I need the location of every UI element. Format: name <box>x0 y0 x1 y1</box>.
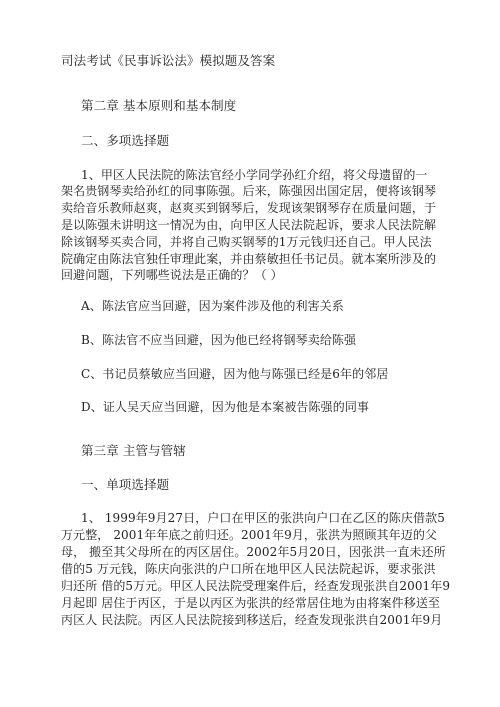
paragraph-line: 是以陈强未讲明这一情况为由，向甲区人民法院起诉，要求人民法院解 <box>61 218 437 232</box>
paragraph-line: 母， 搬至其父母所在的丙区居住。2002年5月20日，因张洪一直未还所 <box>61 545 446 559</box>
document-title: 司法考试《民事诉讼法》模拟题及答案 <box>61 53 276 68</box>
option-c: C、书记员蔡敏应当回避，因为他与陈强已经是6年的邻居 <box>81 367 389 381</box>
paragraph-line: 归还所 借的5万元。甲区人民法院受理案件后，经查发现张洪自2001年9 <box>61 579 451 593</box>
paragraph-line: 万元整， 2001年年底之前归还。2001年9月，张洪为照顾其年迈的父 <box>61 528 438 542</box>
option-d: D、证人吴天应当回避，因为他是本案被告陈强的同事 <box>81 400 370 414</box>
paragraph-line: 回避问题，下列哪些说法是正确的？（ ） <box>61 268 283 282</box>
option-b: B、陈法官不应当回避，因为他已经将钢琴卖给陈强 <box>81 333 357 347</box>
paragraph-line: 院确定由陈法官独任审理此案，并由蔡敏担任书记员。就本案所涉及的 <box>61 252 437 266</box>
paragraph-line: 借的5 万元钱，陈庆向张洪的户口所在地甲区人民法院起诉，要求张洪 <box>61 562 436 576</box>
paragraph-line: 卖给音乐教师赵爽，赵爽买到钢琴后，发现该架钢琴存在质量问题，于 <box>61 201 437 215</box>
chapter-3-title: 第三章 主管与管辖 <box>81 443 186 458</box>
paragraph-line: 架名贵钢琴卖给孙红的同事陈强。后来，陈强因出国定居，便将该钢琴 <box>61 184 437 198</box>
chapter-2-section-heading: 二、多项选择题 <box>81 133 170 148</box>
chapter-2-title: 第二章 基本原则和基本制度 <box>81 98 237 113</box>
paragraph-line: 除该钢琴买卖合同，并将自己购买钢琴的1万元钱归还自己。甲人民法 <box>61 235 432 249</box>
paragraph-line: 1、 1999年9月27日，户口在甲区的张洪向户口在乙区的陈庆借款5 <box>81 511 445 525</box>
paragraph-line: 1、甲区人民法院的陈法官经小学同学孙红介绍，将父母遗留的一 <box>81 168 428 182</box>
paragraph-line: 丙区人 民法院。丙区人民法院接到移送后，经查发现张洪自2001年9月 <box>61 613 443 627</box>
chapter-3-section-heading: 一、单项选择题 <box>81 477 170 492</box>
option-a: A、陈法官应当回避，因为案件涉及他的利害关系 <box>81 299 344 313</box>
paragraph-line: 月起即 居住于丙区，于是以丙区为张洪的经常居住地为由将案件移送至 <box>61 596 441 610</box>
